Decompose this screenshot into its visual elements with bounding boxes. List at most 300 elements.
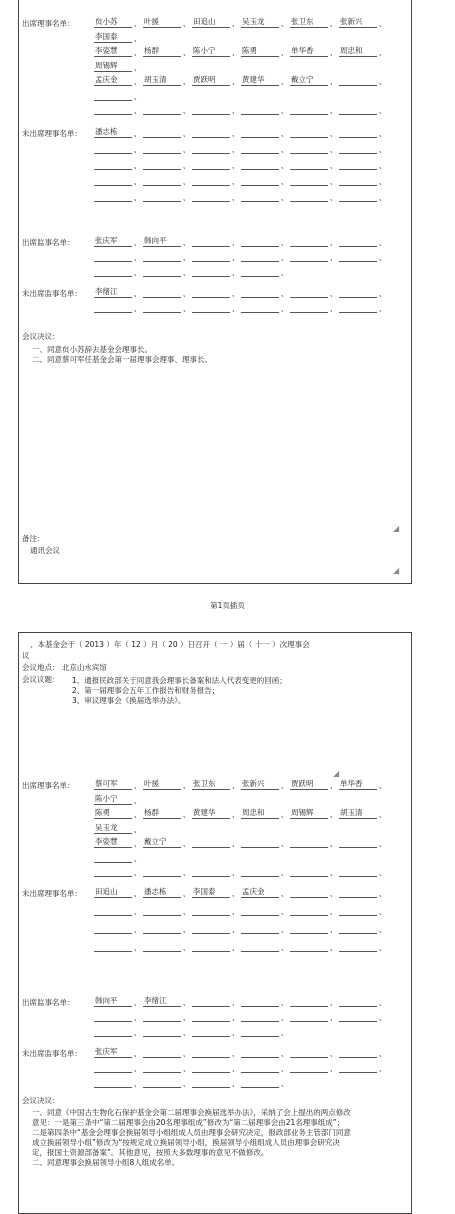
separator: 、	[182, 238, 191, 247]
separator: 、	[182, 304, 191, 313]
name-cell	[241, 266, 279, 277]
separator: 、	[133, 1064, 142, 1073]
name-cell	[290, 127, 328, 138]
name-cell	[192, 104, 230, 115]
name-cell	[94, 1011, 132, 1022]
separator: 、	[231, 304, 240, 313]
separator: 、	[133, 810, 142, 819]
name-cell: 周忠和	[241, 808, 279, 819]
separator: 、	[280, 1028, 289, 1037]
separator: 、	[133, 129, 142, 138]
name-cell: 李绪江	[94, 287, 132, 298]
separator: 、	[280, 1049, 289, 1058]
p2-supervisor-label: 出席监事名单：	[22, 998, 75, 1007]
name-row	[94, 1061, 388, 1073]
name-cell	[143, 251, 181, 262]
name-cell	[241, 127, 279, 138]
separator: 、	[231, 289, 240, 298]
separator: 、	[133, 77, 142, 86]
name-cell	[143, 866, 181, 877]
separator: 、	[182, 943, 191, 952]
separator: 、	[133, 161, 142, 170]
separator: 、	[280, 289, 289, 298]
name-row	[94, 922, 388, 934]
separator: 、	[133, 268, 142, 277]
p1-remark: 通讯会议	[30, 546, 60, 555]
name-cell	[290, 923, 328, 934]
separator: 、	[133, 62, 142, 72]
separator: 、	[133, 839, 142, 848]
name-cell: 陈勇	[94, 808, 132, 819]
name-cell	[339, 866, 377, 877]
name-cell	[339, 887, 377, 898]
name-cell	[290, 887, 328, 898]
p2-month: 12	[131, 640, 141, 649]
separator: 、	[280, 1079, 289, 1088]
name-cell	[143, 175, 181, 186]
separator: 、	[280, 106, 289, 115]
separator: 、	[280, 925, 289, 934]
separator: 、	[280, 193, 289, 202]
name-cell	[192, 996, 230, 1007]
name-cell: 张庆军	[94, 1047, 132, 1058]
separator: 、	[133, 33, 142, 43]
separator: 、	[182, 868, 191, 877]
name-cell	[241, 837, 279, 848]
name-cell	[192, 905, 230, 916]
p2-header-line: 、本基金会于（ 2013 ）年（ 12 ）月（ 20 ）日召开（ 一 ）届（ 十一 ）次理事会	[30, 640, 310, 649]
separator: 、	[182, 1028, 191, 1037]
separator: 、	[182, 289, 191, 298]
name-cell	[290, 996, 328, 1007]
name-cell: 韩向平	[94, 996, 132, 1007]
name-cell	[339, 923, 377, 934]
name-cell: 蔡可军	[94, 779, 132, 790]
separator: 、	[182, 161, 191, 170]
name-cell: 周锡辉	[290, 808, 328, 819]
name-cell	[192, 127, 230, 138]
name-cell	[339, 1062, 377, 1073]
separator: 、	[231, 1064, 240, 1073]
separator: 、	[231, 268, 240, 277]
name-row	[94, 778, 388, 790]
name-cell	[241, 1026, 279, 1037]
name-cell	[290, 905, 328, 916]
separator: 、	[378, 145, 387, 154]
name-cell	[339, 1011, 377, 1022]
name-cell: 杨群	[143, 46, 181, 57]
separator: 、	[329, 781, 338, 790]
name-cell	[339, 75, 377, 86]
name-cell: 贾跃明	[192, 75, 230, 86]
separator: 、	[182, 1013, 191, 1022]
name-row	[94, 286, 388, 298]
separator: 、	[133, 253, 142, 262]
name-cell	[339, 175, 377, 186]
separator: 、	[133, 781, 142, 790]
separator: 、	[378, 1013, 387, 1022]
p1-remark-label: 备注：	[22, 534, 45, 543]
separator: 、	[378, 19, 387, 28]
separator: 、	[280, 998, 289, 1007]
separator: 、	[280, 1064, 289, 1073]
separator: 、	[231, 889, 240, 898]
separator: 、	[133, 853, 142, 863]
separator: 、	[133, 1013, 142, 1022]
name-cell: 孟庆金	[241, 887, 279, 898]
p1-supervisor-label: 出席监事名单：	[22, 238, 75, 247]
name-cell: 李国泰	[192, 887, 230, 898]
resize-mark-icon: ◢	[333, 769, 340, 778]
separator: 、	[182, 839, 191, 848]
name-cell	[94, 266, 132, 277]
separator: 、	[182, 268, 191, 277]
name-cell	[241, 996, 279, 1007]
name-cell: 贾跃明	[290, 779, 328, 790]
name-cell	[143, 1026, 181, 1037]
p2-resolution-2: 意见：一是第三条中“第二届理事会由20名理事组成”修改为“第二届理事会由21名理事组成”；	[32, 1118, 345, 1127]
name-cell	[192, 236, 230, 247]
separator: 、	[231, 177, 240, 186]
name-cell	[290, 837, 328, 848]
name-cell: 吴玉龙	[94, 823, 132, 834]
name-row	[94, 31, 143, 43]
name-row	[94, 250, 388, 262]
name-cell	[339, 287, 377, 298]
separator: 、	[329, 193, 338, 202]
separator: 、	[329, 907, 338, 916]
name-cell: 黄建华	[241, 75, 279, 86]
separator: 、	[280, 839, 289, 848]
separator: 、	[329, 889, 338, 898]
name-cell	[94, 1026, 132, 1037]
name-cell: 孟庆金	[94, 75, 132, 86]
p2-session: 一	[219, 640, 228, 649]
name-cell	[94, 159, 132, 170]
separator: 、	[182, 106, 191, 115]
name-row	[94, 1046, 388, 1058]
separator: 、	[133, 238, 142, 247]
name-cell	[290, 191, 328, 202]
name-cell	[192, 866, 230, 877]
name-row	[94, 940, 388, 952]
separator: 、	[182, 129, 191, 138]
name-cell	[143, 941, 181, 952]
name-cell	[192, 1047, 230, 1058]
name-cell	[94, 923, 132, 934]
name-cell	[241, 191, 279, 202]
separator: 、	[231, 77, 240, 86]
separator: 、	[133, 907, 142, 916]
separator: 、	[182, 48, 191, 57]
name-cell	[143, 1062, 181, 1073]
resize-mark-icon: ◢	[393, 566, 400, 575]
name-cell: 胡玉清	[143, 75, 181, 86]
separator: 、	[182, 19, 191, 28]
name-cell	[143, 159, 181, 170]
name-cell	[192, 302, 230, 313]
separator: 、	[378, 868, 387, 877]
separator: 、	[329, 177, 338, 186]
name-row	[94, 886, 388, 898]
separator: 、	[378, 1064, 387, 1073]
p2-resolution-6: 二、同意理事会换届领导小组8人组成名单。	[32, 1158, 180, 1167]
p2-day: 20	[168, 640, 178, 649]
separator: 、	[378, 48, 387, 57]
name-cell	[192, 191, 230, 202]
name-cell	[192, 923, 230, 934]
p1-resolution-label: 会议决议：	[22, 332, 60, 341]
separator: 、	[182, 1079, 191, 1088]
name-cell	[143, 1047, 181, 1058]
name-row	[94, 174, 388, 186]
separator: 、	[329, 943, 338, 952]
separator: 、	[280, 868, 289, 877]
name-cell: 吴玉龙	[241, 17, 279, 28]
separator: 、	[231, 868, 240, 877]
separator: 、	[182, 810, 191, 819]
p2-venue-line: 会议地点： 北京山水宾馆	[22, 663, 107, 672]
name-cell: 韩向平	[143, 236, 181, 247]
separator: 、	[378, 238, 387, 247]
separator: 、	[280, 781, 289, 790]
name-cell	[339, 996, 377, 1007]
separator: 、	[182, 253, 191, 262]
separator: 、	[378, 810, 387, 819]
name-cell	[290, 251, 328, 262]
p2-resolution-label: 会议决议：	[22, 1096, 60, 1105]
separator: 、	[133, 177, 142, 186]
name-cell: 田追山	[192, 17, 230, 28]
separator: 、	[280, 19, 289, 28]
name-cell	[290, 159, 328, 170]
name-row	[94, 793, 143, 805]
name-cell	[143, 191, 181, 202]
name-cell: 李姿慧	[94, 837, 132, 848]
name-cell	[290, 302, 328, 313]
name-cell	[339, 127, 377, 138]
separator: 、	[280, 943, 289, 952]
separator: 、	[182, 889, 191, 898]
name-cell	[339, 251, 377, 262]
page-caption: 第1页插页	[210, 601, 245, 610]
name-cell	[339, 104, 377, 115]
name-cell	[94, 104, 132, 115]
name-row	[94, 851, 143, 863]
name-cell: 李绪江	[143, 996, 181, 1007]
separator: 、	[329, 106, 338, 115]
separator: 、	[133, 824, 142, 834]
name-row	[94, 1025, 290, 1037]
name-cell: 张新兴	[241, 779, 279, 790]
name-cell	[94, 251, 132, 262]
name-cell	[241, 941, 279, 952]
separator: 、	[231, 1049, 240, 1058]
name-cell	[143, 1077, 181, 1088]
separator: 、	[280, 177, 289, 186]
name-cell: 胡玉清	[339, 808, 377, 819]
separator: 、	[182, 1064, 191, 1073]
separator: 、	[329, 238, 338, 247]
name-cell: 单华香	[339, 779, 377, 790]
name-cell	[339, 236, 377, 247]
name-cell: 周锡辉	[94, 61, 132, 72]
separator: 、	[329, 1049, 338, 1058]
name-row	[94, 807, 388, 819]
name-cell	[192, 837, 230, 848]
name-cell	[192, 266, 230, 277]
name-row	[94, 301, 388, 313]
name-cell	[241, 1011, 279, 1022]
separator: 、	[133, 289, 142, 298]
name-row	[94, 142, 388, 154]
name-cell: 贠小苏	[94, 17, 132, 28]
name-cell	[143, 905, 181, 916]
name-cell: 叶援	[143, 779, 181, 790]
separator: 、	[231, 907, 240, 916]
p2-venue: 北京山水宾馆	[61, 663, 107, 672]
separator: 、	[133, 998, 142, 1007]
separator: 、	[329, 289, 338, 298]
name-cell: 叶援	[143, 17, 181, 28]
name-cell	[339, 837, 377, 848]
p1-resolution-1: 一、同意贠小苏辞去基金会理事长。	[32, 345, 152, 354]
separator: 、	[182, 925, 191, 934]
separator: 、	[182, 907, 191, 916]
separator: 、	[329, 1064, 338, 1073]
separator: 、	[231, 839, 240, 848]
separator: 、	[231, 810, 240, 819]
name-cell	[339, 143, 377, 154]
p2-topic-2: 2、第一届理事会五年工作报告和财务报告；	[72, 686, 220, 695]
name-cell	[143, 266, 181, 277]
separator: 、	[133, 1028, 142, 1037]
name-cell: 陈勇	[241, 46, 279, 57]
name-cell: 周忠和	[339, 46, 377, 57]
separator: 、	[133, 943, 142, 952]
separator: 、	[231, 253, 240, 262]
separator: 、	[231, 1028, 240, 1037]
separator: 、	[133, 889, 142, 898]
p2-meeting-no: 十一	[254, 640, 270, 649]
name-cell	[192, 143, 230, 154]
separator: 、	[231, 1079, 240, 1088]
name-cell: 潘志栋	[143, 887, 181, 898]
p2-topic-3: 3、审议理事会《换届选举办法》。	[72, 696, 186, 705]
p2-attending-label: 出席理事名单：	[22, 781, 75, 790]
name-cell: 陈小宁	[192, 46, 230, 57]
name-cell	[241, 236, 279, 247]
name-cell	[192, 251, 230, 262]
name-cell	[339, 1047, 377, 1058]
separator: 、	[280, 129, 289, 138]
name-cell	[94, 90, 132, 101]
separator: 、	[280, 253, 289, 262]
name-row	[94, 45, 388, 57]
separator: 、	[231, 998, 240, 1007]
separator: 、	[280, 238, 289, 247]
p2-resolution-1: 一、同意《中国古生物化石保护基金会第二届理事会换届选举办法》，采纳了会上提出的两点修改	[32, 1108, 351, 1117]
name-cell	[143, 923, 181, 934]
name-row	[94, 16, 388, 28]
separator: 、	[231, 1013, 240, 1022]
separator: 、	[231, 145, 240, 154]
separator: 、	[378, 106, 387, 115]
name-cell	[241, 159, 279, 170]
separator: 、	[231, 193, 240, 202]
name-cell	[339, 191, 377, 202]
name-cell	[290, 941, 328, 952]
separator: 、	[231, 129, 240, 138]
separator: 、	[280, 810, 289, 819]
name-cell	[241, 1047, 279, 1058]
separator: 、	[182, 781, 191, 790]
name-cell: 潘志栋	[94, 127, 132, 138]
name-cell	[290, 236, 328, 247]
separator: 、	[182, 998, 191, 1007]
name-cell: 单华香	[290, 46, 328, 57]
name-cell	[94, 191, 132, 202]
p2-resolution-3: 二是第四条中“基金会理事会换届领导小组组成人员由理事会研究决定，报政部业务主管部门同意	[32, 1128, 351, 1137]
name-cell: 戴立宁	[290, 75, 328, 86]
separator: 、	[329, 145, 338, 154]
name-cell	[94, 143, 132, 154]
p1-resolution-2: 二、同意蔡可军任基金会第一届理事会理事、理事长。	[32, 355, 212, 364]
separator: 、	[378, 839, 387, 848]
separator: 、	[329, 253, 338, 262]
name-row	[94, 60, 143, 72]
separator: 、	[378, 77, 387, 86]
name-cell	[94, 1077, 132, 1088]
p2-header-wrap: 议	[22, 651, 30, 660]
name-cell	[94, 905, 132, 916]
name-cell: 陈小宁	[94, 794, 132, 805]
separator: 、	[133, 304, 142, 313]
p2-absent-supervisor-label: 未出席监事名单：	[22, 1049, 82, 1058]
separator: 、	[378, 889, 387, 898]
name-cell	[143, 287, 181, 298]
separator: 、	[378, 177, 387, 186]
name-cell	[192, 175, 230, 186]
resize-mark-icon: ◢	[393, 524, 400, 533]
name-cell	[241, 251, 279, 262]
p2-absent-label: 未出席理事名单：	[22, 889, 82, 898]
separator: 、	[133, 193, 142, 202]
name-row	[94, 190, 388, 202]
name-cell	[339, 159, 377, 170]
p2-topics-label: 会议议题：	[22, 675, 60, 684]
separator: 、	[133, 1079, 142, 1088]
separator: 、	[329, 161, 338, 170]
separator: 、	[133, 925, 142, 934]
name-cell	[192, 1026, 230, 1037]
name-cell	[94, 175, 132, 186]
name-cell	[290, 143, 328, 154]
name-cell	[143, 127, 181, 138]
separator: 、	[231, 943, 240, 952]
separator: 、	[329, 19, 338, 28]
name-row	[94, 1010, 388, 1022]
separator: 、	[329, 304, 338, 313]
separator: 、	[133, 1049, 142, 1058]
separator: 、	[378, 907, 387, 916]
name-cell	[339, 905, 377, 916]
separator: 、	[329, 1013, 338, 1022]
name-cell	[143, 104, 181, 115]
name-row	[94, 836, 388, 848]
name-cell	[290, 1062, 328, 1073]
separator: 、	[378, 253, 387, 262]
